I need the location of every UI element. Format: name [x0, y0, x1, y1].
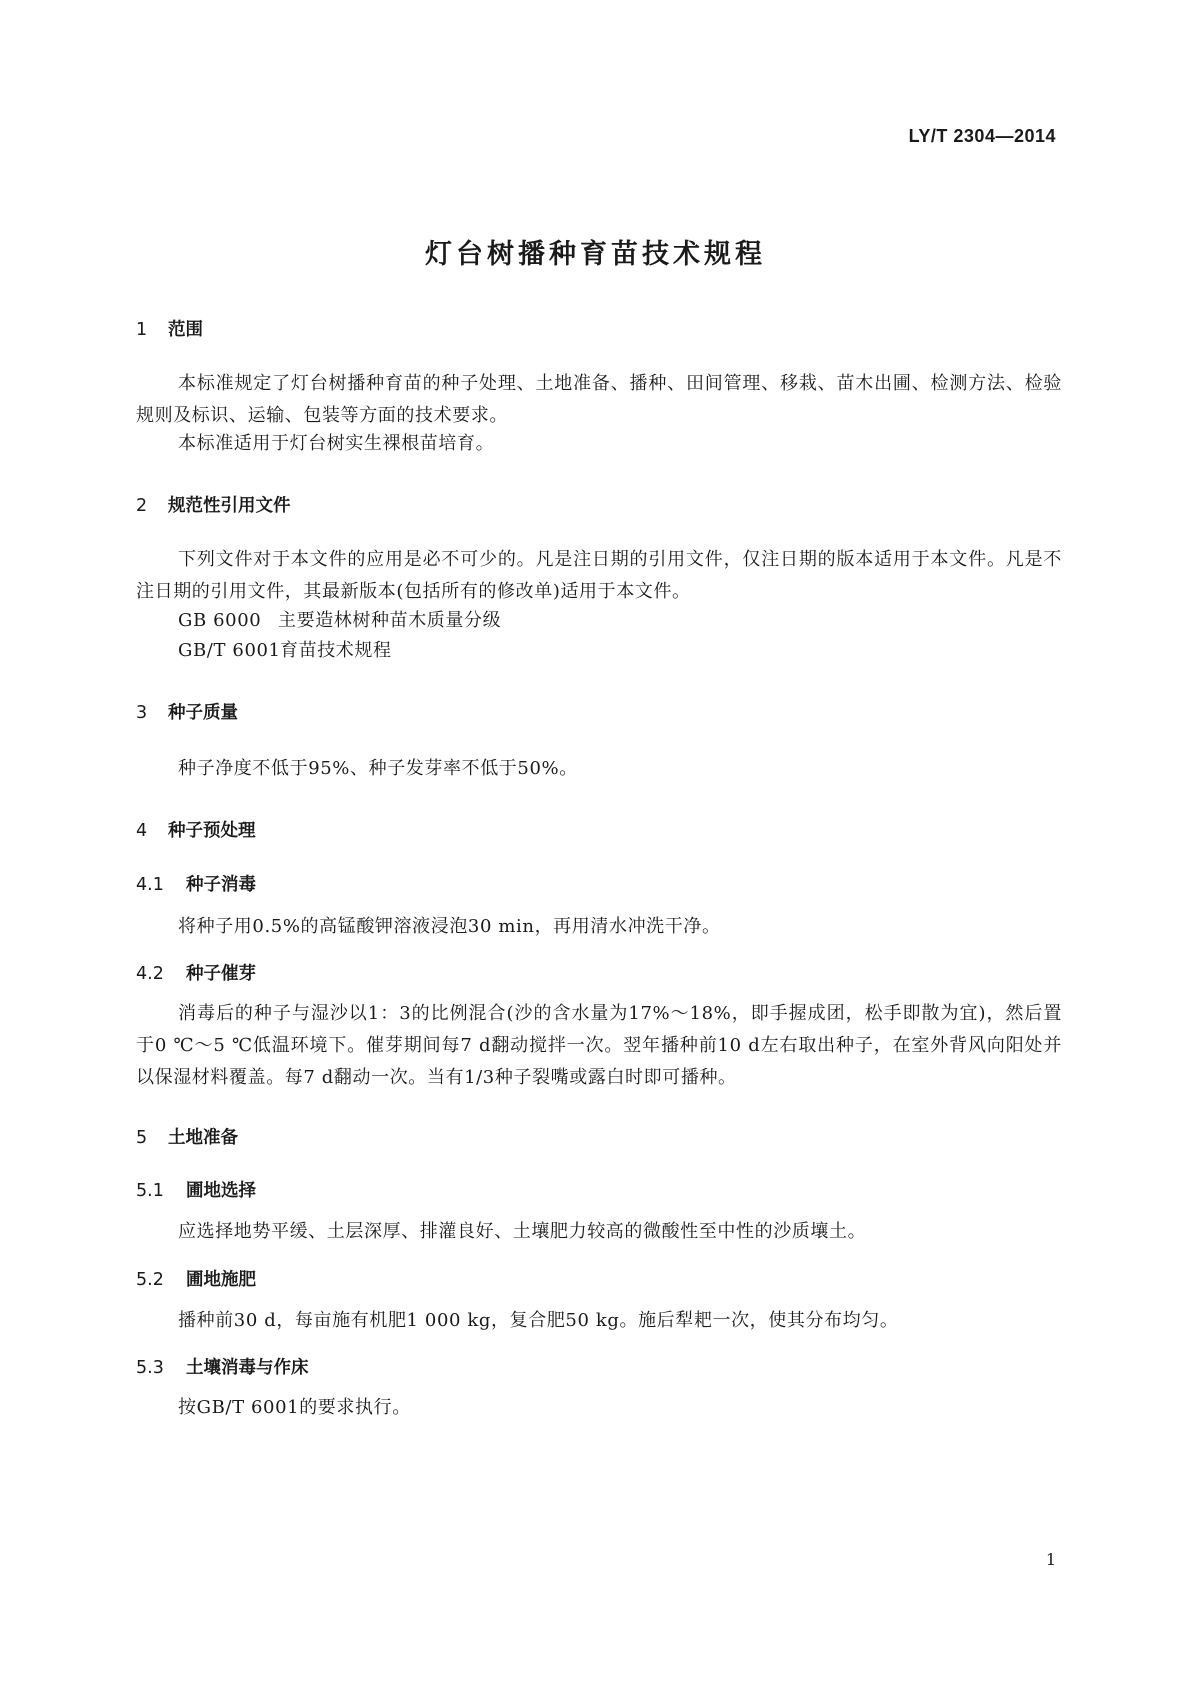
- section-title: 种子预处理: [168, 821, 256, 841]
- section-2-heading: [136, 492, 291, 517]
- subsection-number: 5.1: [136, 1181, 164, 1201]
- subsection-number: 4.1: [136, 875, 164, 895]
- subsection-4-2-heading: [136, 960, 256, 985]
- standard-code: LY/T 2304—2014: [908, 126, 1056, 146]
- subsection-5-1-heading: [136, 1177, 256, 1202]
- normative-reference: [178, 606, 501, 632]
- section-2-paragraph-1: 下列文件对于本文件的应用是必不可少的。凡是注日期的引用文件，仅注日期的版本适用于本文件。凡是不注日期的引用文件，其最新版本(包括所有的修改单)适用于本文件。: [136, 549, 1062, 602]
- section-number: 4: [136, 821, 148, 841]
- reference-code: GB/T 6001: [178, 640, 281, 661]
- subsection-5-2-heading: [136, 1266, 256, 1291]
- subsection-5-1-paragraph: 应选择地势平缓、土层深厚、排灌良好、土壤肥力较高的微酸性至中性的沙质壤土。: [178, 1221, 867, 1242]
- subsection-5-3-heading: [136, 1354, 309, 1379]
- reference-code: GB 6000: [178, 610, 262, 631]
- section-1-paragraph-1: 本标准规定了灯台树播种育苗的种子处理、土地准备、播种、田间管理、移栽、苗木出圃、检测方法、检验规则及标识、运输、包装等方面的技术要求。: [136, 373, 1062, 426]
- subsection-title: 土壤消毒与作床: [186, 1358, 309, 1378]
- section-title: 土地准备: [168, 1128, 238, 1148]
- subsection-title: 圃地施肥: [186, 1270, 256, 1290]
- section-4-heading: [136, 817, 256, 842]
- section-number: 1: [136, 320, 148, 340]
- section-1-heading: [136, 316, 203, 341]
- section-3-paragraph-1: 种子净度不低于95%、种子发芽率不低于50%。: [178, 758, 578, 779]
- subsection-title: 种子催芽: [186, 964, 256, 984]
- document-title: 灯台树播种育苗技术规程: [425, 239, 766, 270]
- section-title: 种子质量: [168, 703, 238, 723]
- page-number: 1: [1045, 1550, 1056, 1569]
- section-3-heading: [136, 699, 238, 724]
- section-number: 2: [136, 496, 148, 516]
- section-title: 范围: [168, 320, 203, 340]
- normative-reference: [178, 636, 392, 662]
- subsection-5-3-paragraph: 按GB/T 6001的要求执行。: [178, 1397, 411, 1418]
- subsection-title: 圃地选择: [186, 1181, 256, 1201]
- section-number: 3: [136, 703, 148, 723]
- subsection-4-1-heading: [136, 871, 256, 896]
- subsection-4-2-paragraph: 消毒后的种子与湿沙以1：3的比例混合(沙的含水量为17%～18%，即手握成团，松手即散为宜)，然后置于0 ℃～5 ℃低温环境下。催芽期间每7 d翻动搅拌一次。翌年播种前10 d左右取出种子，在室外背风向阳处并以保湿材料覆盖。每7 d翻动一次。当有1/3种子裂嘴或露白时即可播种。: [136, 1003, 1062, 1088]
- subsection-4-1-paragraph: 将种子用0.5%的高锰酸钾溶液浸泡30 min，再用清水冲洗干净。: [178, 916, 721, 937]
- subsection-5-2-paragraph: 播种前30 d，每亩施有机肥1 000 kg，复合肥50 kg。施后犁耙一次，使其分布均匀。: [178, 1310, 899, 1331]
- subsection-number: 5.2: [136, 1270, 164, 1290]
- reference-title: 育苗技术规程: [280, 640, 392, 661]
- reference-title: 主要造林树种苗木质量分级: [278, 610, 502, 631]
- section-1-paragraph-2: 本标准适用于灯台树实生裸根苗培育。: [178, 433, 495, 454]
- subsection-number: 5.3: [136, 1358, 164, 1378]
- section-title: 规范性引用文件: [168, 496, 291, 516]
- subsection-number: 4.2: [136, 964, 164, 984]
- section-5-heading: [136, 1124, 238, 1149]
- subsection-title: 种子消毒: [186, 875, 256, 895]
- section-number: 5: [136, 1128, 148, 1148]
